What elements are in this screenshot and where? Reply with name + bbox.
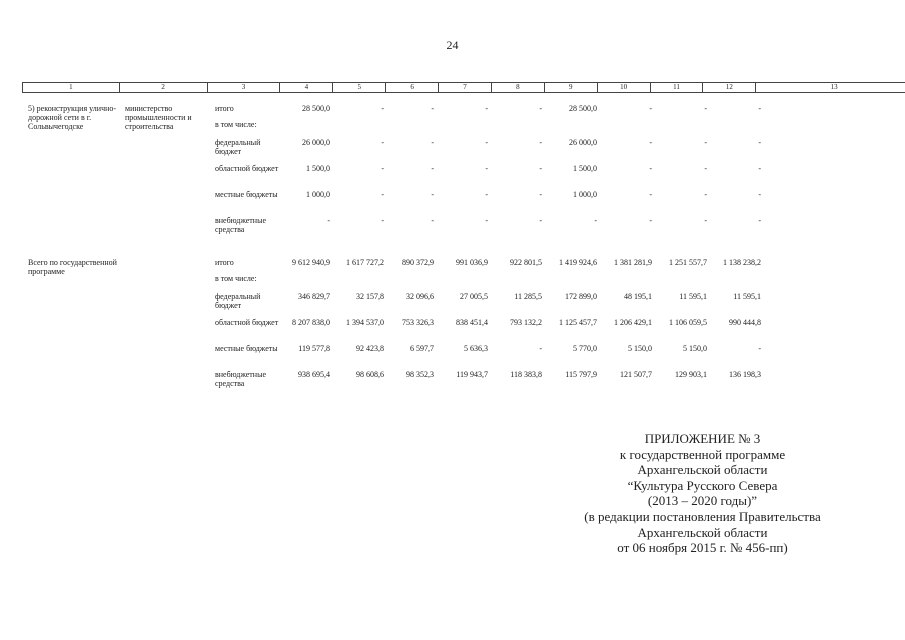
- funding-source-label: областной бюджет: [215, 318, 279, 327]
- table-cell-value: -: [704, 104, 707, 113]
- header-cell: 6: [386, 83, 439, 92]
- table-cell-value: 119 943,7: [456, 370, 488, 379]
- funding-source-label: итого: [215, 104, 234, 113]
- table-cell-value: -: [704, 164, 707, 173]
- table-cell-value: 11 285,5: [514, 292, 542, 301]
- table-cell-value: 98 352,3: [406, 370, 434, 379]
- table-cell-value: -: [381, 216, 384, 225]
- header-cell: 2: [120, 83, 208, 92]
- table-cell-value: -: [431, 104, 434, 113]
- header-cell: 11: [651, 83, 704, 92]
- table-cell-value: -: [758, 344, 761, 353]
- table-cell-value: 11 595,1: [733, 292, 761, 301]
- table-cell-value: -: [485, 138, 488, 147]
- table-cell-value: 121 507,7: [620, 370, 652, 379]
- table-cell-value: -: [485, 104, 488, 113]
- funding-source-label: федеральный бюджет: [215, 292, 261, 310]
- table-cell-value: -: [649, 216, 652, 225]
- header-cell: 8: [492, 83, 545, 92]
- table-cell-value: 9 612 940,9: [292, 258, 330, 267]
- appendix-line: Архангельской области: [637, 462, 768, 478]
- table-cell-value: 27 005,5: [460, 292, 488, 301]
- table-cell-value: 991 036,9: [456, 258, 488, 267]
- header-cell: 9: [545, 83, 598, 92]
- header-cell: 10: [598, 83, 651, 92]
- table-cell-value: 1 381 281,9: [614, 258, 652, 267]
- appendix-block: [560, 431, 845, 556]
- table-cell-value: -: [649, 164, 652, 173]
- table-cell-value: -: [381, 164, 384, 173]
- header-cell: 4: [280, 83, 333, 92]
- table-cell-value: 32 157,8: [356, 292, 384, 301]
- table-cell-value: -: [381, 104, 384, 113]
- table-cell-value: 11 595,1: [679, 292, 707, 301]
- table-cell-value: -: [431, 190, 434, 199]
- appendix-line: (в редакции постановления Правительства: [584, 508, 821, 524]
- table-cell-value: 129 903,1: [675, 370, 707, 379]
- activity-name: Всего по государственной программе: [28, 258, 117, 276]
- table-cell-value: -: [594, 216, 597, 225]
- table-cell-value: -: [431, 216, 434, 225]
- header-cell: 5: [333, 83, 386, 92]
- table-cell-value: -: [539, 138, 542, 147]
- table-cell-value: 98 608,6: [356, 370, 384, 379]
- table-cell-value: -: [758, 190, 761, 199]
- table-cell-value: 1 106 059,5: [669, 318, 707, 327]
- table-cell-value: -: [539, 216, 542, 225]
- table-cell-value: 753 326,3: [402, 318, 434, 327]
- table-cell-value: 118 383,8: [510, 370, 542, 379]
- table-cell-value: -: [485, 164, 488, 173]
- table-cell-value: -: [431, 138, 434, 147]
- table-cell-value: 172 899,0: [565, 292, 597, 301]
- table-cell-value: -: [327, 216, 330, 225]
- table-cell-value: 922 801,5: [510, 258, 542, 267]
- table-cell-value: 1 617 727,2: [346, 258, 384, 267]
- table-cell-value: -: [431, 164, 434, 173]
- table-cell-value: -: [649, 138, 652, 147]
- table-cell-value: 1 500,0: [306, 164, 330, 173]
- table-cell-value: -: [539, 104, 542, 113]
- table-cell-value: 1 000,0: [306, 190, 330, 199]
- table-cell-value: 28 500,0: [569, 104, 597, 113]
- table-cell-value: 990 444,8: [729, 318, 761, 327]
- table-cell-value: 838 451,4: [456, 318, 488, 327]
- activity-name: 5) реконструкция улично-дорожной сети в г. Сольвычегодске: [28, 104, 117, 131]
- funding-source-label: областной бюджет: [215, 164, 279, 173]
- funding-source-label: федеральный бюджет: [215, 138, 261, 156]
- funding-source-label: внебюджетные средства: [215, 216, 266, 234]
- table-cell-value: 26 000,0: [302, 138, 330, 147]
- table-cell-value: 48 195,1: [624, 292, 652, 301]
- table-cell-value: 8 207 838,0: [292, 318, 330, 327]
- table-cell-value: 1 500,0: [573, 164, 597, 173]
- funding-source-label: итого: [215, 258, 234, 267]
- table-cell-value: -: [539, 344, 542, 353]
- appendix-line: “Культура Русского Севера: [627, 477, 778, 493]
- table-cell-value: -: [758, 164, 761, 173]
- table-cell-value: 92 423,8: [356, 344, 384, 353]
- table-cell-value: -: [539, 190, 542, 199]
- table-cell-value: -: [649, 190, 652, 199]
- table-cell-value: 5 150,0: [683, 344, 707, 353]
- table-cell-value: -: [704, 216, 707, 225]
- appendix-line: к государственной программе: [619, 446, 786, 462]
- table-cell-value: 1 138 238,2: [723, 258, 761, 267]
- table-cell-value: 1 206 429,1: [614, 318, 652, 327]
- table-cell-value: 5 770,0: [573, 344, 597, 353]
- table-cell-value: -: [758, 138, 761, 147]
- table-cell-value: 1 000,0: [573, 190, 597, 199]
- table-cell-value: 26 000,0: [569, 138, 597, 147]
- page-number: 24: [446, 38, 459, 52]
- table-cell-value: 1 394 537,0: [346, 318, 384, 327]
- table-cell-value: 793 132,2: [510, 318, 542, 327]
- table-cell-value: 6 597,7: [410, 344, 434, 353]
- table-cell-value: -: [485, 216, 488, 225]
- table-cell-value: -: [758, 216, 761, 225]
- table-cell-value: 5 636,3: [464, 344, 488, 353]
- table-cell-value: -: [381, 138, 384, 147]
- table-header-row: [22, 82, 905, 93]
- table-cell-value: 115 797,9: [565, 370, 597, 379]
- appendix-line: Архангельской области: [637, 524, 768, 540]
- table-cell-value: 5 150,0: [628, 344, 652, 353]
- header-cell: 7: [439, 83, 492, 92]
- table-cell-value: 938 695,4: [298, 370, 330, 379]
- responsible-executor: министерство промышленности и строительства: [125, 104, 192, 131]
- funding-source-label: местные бюджеты: [215, 344, 278, 353]
- funding-source-label: местные бюджеты: [215, 190, 278, 199]
- header-cell: 3: [208, 83, 281, 92]
- table-cell-value: -: [704, 190, 707, 199]
- header-cell: 1: [23, 83, 120, 92]
- funding-source-label: внебюджетные средства: [215, 370, 266, 388]
- header-cell: 13: [830, 83, 838, 91]
- table-cell-value: 136 198,3: [729, 370, 761, 379]
- table-cell-value: 1 251 557,7: [669, 258, 707, 267]
- appendix-title: ПРИЛОЖЕНИЕ № 3: [644, 431, 761, 446]
- table-cell-value: -: [704, 138, 707, 147]
- table-cell-value: -: [485, 190, 488, 199]
- table-cell-value: -: [539, 164, 542, 173]
- appendix-line: (2013 – 2020 годы)”: [647, 493, 758, 509]
- appendix-line: от 06 ноября 2015 г. № 456-пп): [617, 540, 788, 556]
- table-cell-value: 28 500,0: [302, 104, 330, 113]
- table-cell-value: 890 372,9: [402, 258, 434, 267]
- funding-source-label: в том числе:: [215, 274, 257, 283]
- funding-source-label: в том числе:: [215, 120, 257, 129]
- table-cell-value: 1 125 457,7: [559, 318, 597, 327]
- table-cell-value: 346 829,7: [298, 292, 330, 301]
- table-cell-value: 119 577,8: [298, 344, 330, 353]
- table-cell-value: 32 096,6: [406, 292, 434, 301]
- table-cell-value: -: [758, 104, 761, 113]
- table-cell-value: 1 419 924,6: [559, 258, 597, 267]
- table-cell-value: -: [649, 104, 652, 113]
- header-cell: 12: [703, 83, 756, 92]
- table-cell-value: -: [381, 190, 384, 199]
